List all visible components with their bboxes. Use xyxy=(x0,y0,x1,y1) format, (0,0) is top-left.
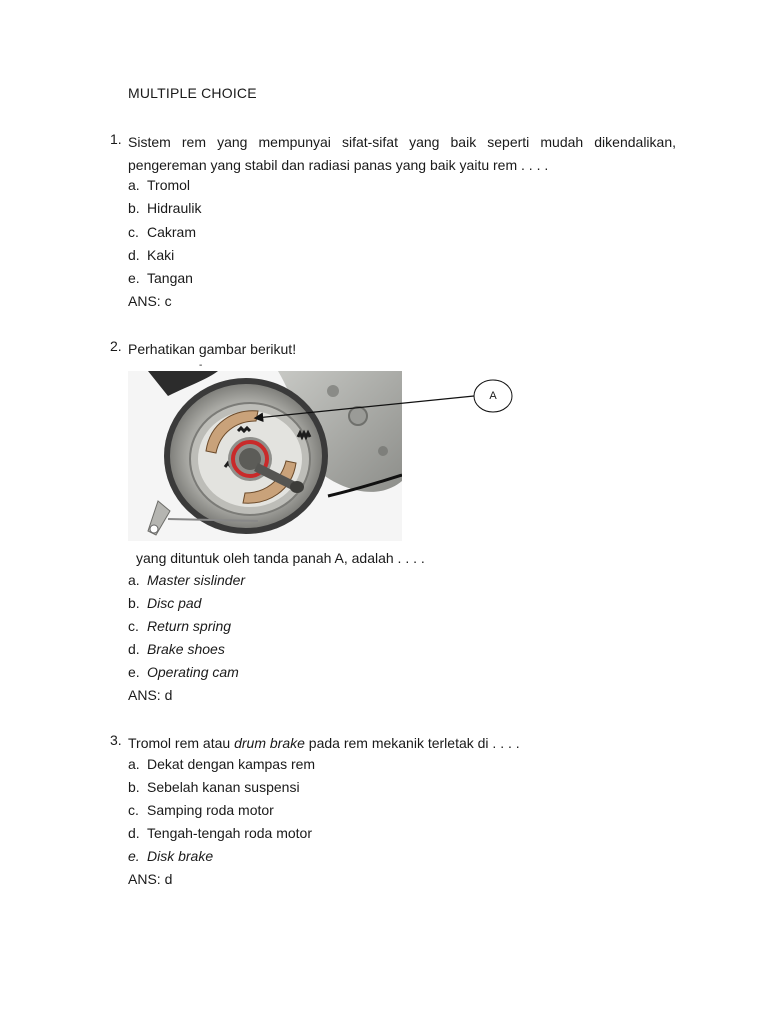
option-text: Cakram xyxy=(147,224,197,240)
question-3-number: 3. xyxy=(110,732,122,748)
option-letter: c. xyxy=(128,618,139,634)
option-text: Hidraulik xyxy=(147,200,202,216)
option-text: Disk brake xyxy=(147,848,214,864)
question-3-option-c xyxy=(128,800,274,820)
option-letter: d. xyxy=(128,825,140,841)
question-3-text-after: pada rem mekanik terletak di . . . . xyxy=(304,735,520,751)
question-1-option-a xyxy=(128,175,190,195)
option-text: Master sislinder xyxy=(147,572,246,588)
question-3-option-b xyxy=(128,777,300,797)
option-letter: b. xyxy=(128,595,140,611)
option-letter: a. xyxy=(128,177,140,193)
question-2-option-c xyxy=(128,616,231,636)
callout-label-a: A xyxy=(489,390,497,402)
option-letter: e. xyxy=(128,270,140,286)
question-2-option-a xyxy=(128,570,245,590)
question-3-option-a xyxy=(128,754,315,774)
question-1-option-c xyxy=(128,222,196,242)
option-text: Kaki xyxy=(147,247,175,263)
question-3-text xyxy=(128,732,520,755)
question-2-option-d xyxy=(128,639,225,659)
question-3-answer: ANS: d xyxy=(128,871,173,887)
question-1-answer: ANS: c xyxy=(128,293,172,309)
question-3-option-e xyxy=(128,846,213,866)
callout-arrow xyxy=(128,371,528,541)
option-letter: e. xyxy=(128,664,140,680)
option-text: Sebelah kanan suspensi xyxy=(147,779,300,795)
question-1-text: Sistem rem yang mempunyai sifat-sifat yang baik seperti mudah dikendalikan, pengereman yang stabil dan radiasi panas yang baik yaitu rem . . . . xyxy=(128,134,676,173)
option-text: Tromol xyxy=(147,177,191,193)
question-1-option-d xyxy=(128,245,174,265)
option-letter: d. xyxy=(128,641,140,657)
question-2-prompt: yang dituntuk oleh tanda panah A, adalah . . . . xyxy=(136,550,425,566)
option-letter: e. xyxy=(128,848,140,864)
question-1-option-b xyxy=(128,198,201,218)
option-text: Return spring xyxy=(147,618,232,634)
option-text: Brake shoes xyxy=(147,641,225,657)
option-letter: c. xyxy=(128,802,139,818)
question-1-number: 1. xyxy=(110,131,122,147)
option-letter: b. xyxy=(128,779,140,795)
question-2-option-b xyxy=(128,593,201,613)
figure-mark: - xyxy=(199,360,203,371)
option-letter: a. xyxy=(128,756,140,772)
option-letter: a. xyxy=(128,572,140,588)
question-2-option-e xyxy=(128,662,239,682)
option-text: Tangan xyxy=(147,270,193,286)
question-3-text-before: Tromol rem atau xyxy=(128,735,235,751)
question-2-number: 2. xyxy=(110,338,122,354)
option-text: Tengah-tengah roda motor xyxy=(147,825,312,841)
option-text: Disc pad xyxy=(147,595,202,611)
option-letter: b. xyxy=(128,200,140,216)
question-1-option-e xyxy=(128,268,193,288)
question-2-answer: ANS: d xyxy=(128,687,173,703)
question-3-text-italic: drum brake xyxy=(234,735,305,751)
option-text: Samping roda motor xyxy=(147,802,274,818)
option-text: Operating cam xyxy=(147,664,239,680)
question-2-text: Perhatikan gambar berikut! xyxy=(128,341,297,357)
option-text: Dekat dengan kampas rem xyxy=(147,756,316,772)
question-3-option-d xyxy=(128,823,312,843)
section-title: MULTIPLE CHOICE xyxy=(128,85,257,101)
option-letter: c. xyxy=(128,224,139,240)
option-letter: d. xyxy=(128,247,140,263)
